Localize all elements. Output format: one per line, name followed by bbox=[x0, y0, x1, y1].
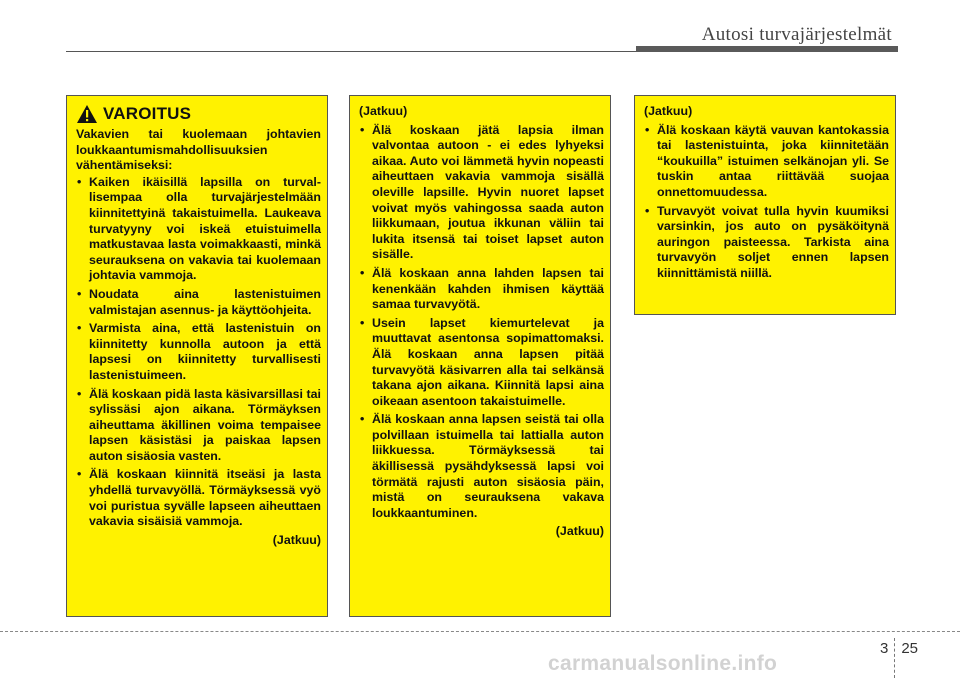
list-item: • Älä koskaan anna lahden lapsen tai kenenkään kahden ihmisen käyttää samaa turvavyötä. bbox=[359, 266, 604, 313]
continued-label: (Jatkuu) bbox=[555, 524, 604, 539]
list-item: • Älä koskaan jätä lapsia ilman valvontaa autoon - ei edes lyhyeksi aikaa. Auto voi lämmetä hyvin nopeasti aiheuttaen vakavia vammoja sisällä oleville lapsille. Hyvin nuoret lapset voivat myös vahingossa saada auton liikkumaan, joutua ikkunan väliin tai lukita itsensä tai toiset lapset auton sisälle. bbox=[359, 123, 604, 263]
warning-list-3 bbox=[644, 123, 889, 282]
warning-title: VAROITUS bbox=[103, 104, 192, 124]
page-header-title: Autosi turvajärjestelmät bbox=[701, 24, 892, 45]
warning-triangle-icon bbox=[76, 104, 98, 124]
list-item: • Turvavyöt voivat tulla hyvin kuumiksi varsinkin, jos auto on pysäköitynä auringon paisteessa. Tarkista aina turvavyön soljet ennen lapsen kiinnittämistä niillä. bbox=[644, 204, 889, 282]
list-item: • Älä koskaan kiinnitä itseäsi ja lasta yhdellä turvavyöllä. Törmäyksessä vyö voi puristua syvälle lapseen aiheuttaen vakavia sisäisiä vammoja. bbox=[76, 467, 321, 529]
warning-intro: Vakavien tai kuolemaan johtavien loukkaantumismahdollisuuksien vähentämiseksi: bbox=[76, 127, 321, 173]
list-item: • Älä koskaan anna lapsen seistä tai olla polvillaan istuimella tai lattialla auton liikkuessa. Törmäyksessä tai äkillisessä pysähdyksessä lapsi voi törmätä rajusti auton sisäosia päin, mistä on seurauksena vakava loukkaantuminen. bbox=[359, 412, 604, 521]
header-rule-thick bbox=[636, 46, 898, 52]
list-item: • Älä koskaan käytä vauvan kantokassia tai lastenistuinta, joka kiinnitetään “koukuilla” istuimen selkänojan yli. Se tuskin antaa riittävää suojaa onnettomuudessa. bbox=[644, 123, 889, 201]
warning-box-1 bbox=[66, 95, 328, 617]
list-item: • Usein lapset kiemurtelevat ja muuttavat asentonsa sopimattomaksi. Älä koskaan anna lapsen pitää turvavyötä käsivarren alla tai selkänsä takana ajon aikana. Kiinnitä lapsi aina oikeaan asentoon takaistuimelle. bbox=[359, 316, 604, 410]
page-number bbox=[880, 640, 918, 678]
warning-box-3 bbox=[634, 95, 896, 315]
continued-label: (Jatkuu) bbox=[272, 532, 321, 547]
page-number-separator bbox=[894, 638, 896, 678]
page-number-value: 25 bbox=[901, 640, 919, 657]
warning-list-1 bbox=[76, 175, 321, 530]
list-item: • Älä koskaan pidä lasta käsivarsillasi tai sylissäsi ajon aikana. Törmäyksen aiheuttama äkillinen voima tempaisee lapsen käsistäsi ja paiskaa lapsen auton sisäosia vasten. bbox=[76, 387, 321, 465]
list-item: • Kaiken ikäisillä lapsilla on turvallisempaa olla turvajärjestelmään kiinnitettyinä takaistuimella. Laukeava turvatyyny voi iskeä etuistuimella matkustavaa lasta voimakkaasti, minkä seurauksena on vakavia tai kuolemaan johtavia vammoja. bbox=[76, 175, 321, 284]
continued-heading: (Jatkuu) bbox=[359, 104, 408, 118]
list-item: • Noudata aina lastenistuimen valmistajan asennus- ja käyttöohjeita. bbox=[76, 287, 321, 318]
warning-box-2 bbox=[349, 95, 611, 617]
footer-rule bbox=[0, 631, 960, 632]
chapter-number: 3 bbox=[880, 640, 889, 657]
continued-heading: (Jatkuu) bbox=[644, 104, 693, 118]
warning-list-2 bbox=[359, 123, 604, 522]
header-rule-thin bbox=[66, 51, 636, 52]
watermark: carmanualsonline.info bbox=[548, 652, 778, 675]
list-item: • Varmista aina, että lastenistuin on kiinnitetty kunnolla autoon ja että lapsesi on kiinnitetty turvallisesti lastenistuimeen. bbox=[76, 321, 321, 383]
warning-heading bbox=[76, 104, 321, 124]
